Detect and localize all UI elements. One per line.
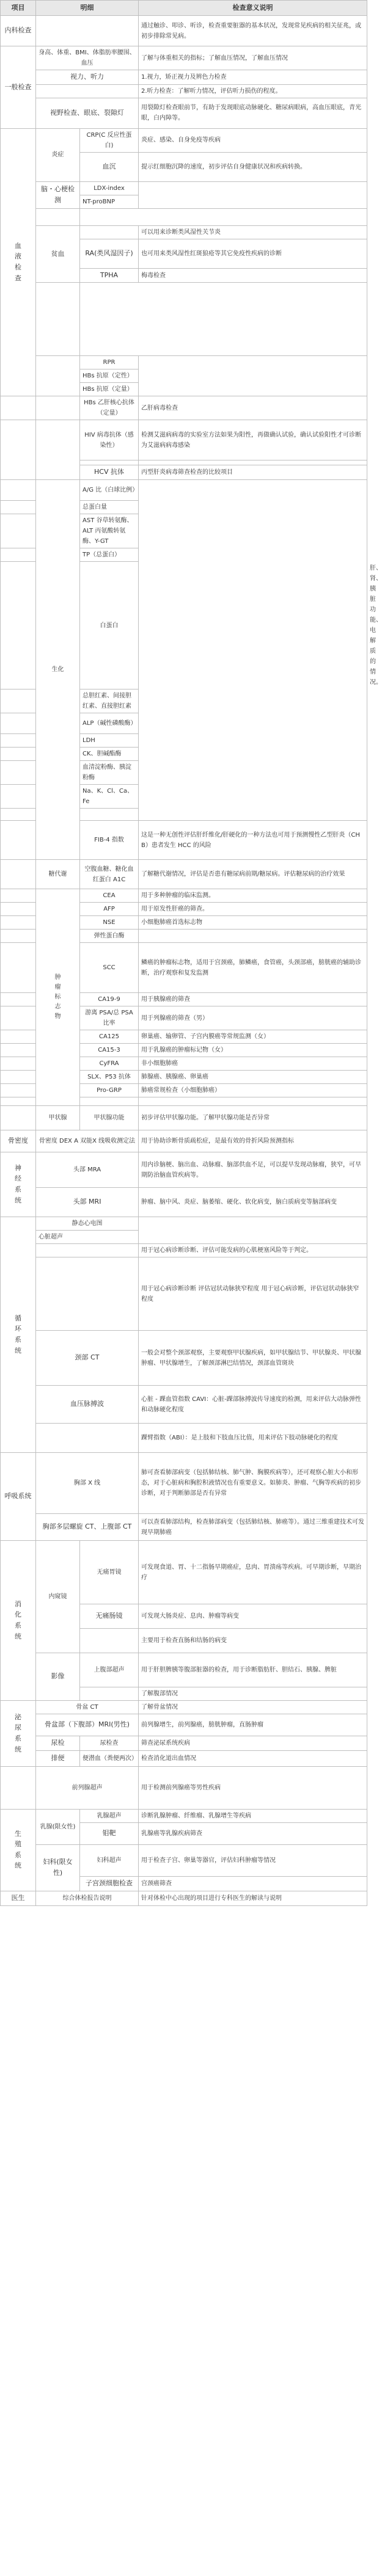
table-cell: SLX、P53 抗体 bbox=[80, 1071, 139, 1084]
table-cell bbox=[36, 396, 80, 420]
table-cell bbox=[36, 84, 139, 98]
table-row bbox=[1, 1130, 367, 1152]
table-cell: 卵巢癌、输卵管、子宫内膜癌等常规监测（女） bbox=[139, 1030, 367, 1044]
table-cell bbox=[36, 1424, 139, 1453]
table-cell: 头部 MRI bbox=[36, 1188, 139, 1217]
table-cell: 胸部多层螺旋 CT、上腹部 CT bbox=[36, 1514, 139, 1541]
table-cell: HBs 乙肝核心抗体（定量） bbox=[80, 396, 139, 420]
table-cell bbox=[1, 713, 36, 734]
table-cell: 无痛肠镜 bbox=[80, 1604, 139, 1629]
table-row bbox=[1, 1736, 367, 1751]
table-cell: 骨盆部（下腹部）MRI(男性) bbox=[36, 1714, 139, 1736]
table-cell bbox=[1, 903, 36, 916]
table-cell: 用于多种肿瘤的临床监测。 bbox=[139, 889, 367, 903]
table-row bbox=[1, 1244, 367, 1257]
table-cell: 非小细胞肺癌 bbox=[139, 1057, 367, 1071]
header-item: 项目 bbox=[1, 1, 36, 16]
table-row bbox=[1, 1653, 367, 1687]
table-cell: Na、K、Cl、Ca、Fe bbox=[80, 785, 139, 809]
table-cell: 通过触诊、叩诊、听诊，检查重要脏器的基本状况，发现常见疾病的相关征兆，或初步排除常见病。 bbox=[139, 16, 367, 46]
table-cell: 主要用于检查直肠和结肠的病变 bbox=[139, 1629, 367, 1653]
table-cell: 颈部 CT bbox=[36, 1331, 139, 1386]
table-row bbox=[1, 181, 367, 195]
table-cell: A/G 比（白球比例） bbox=[80, 480, 139, 501]
table-cell: 肺腺癌、胰腺癌、卵巢癌 bbox=[139, 1071, 367, 1084]
table-cell: HCV 抗体 bbox=[80, 465, 139, 480]
table-cell: FIB-4 指数 bbox=[80, 821, 139, 860]
table-cell: 弹性蛋白酶 bbox=[80, 930, 139, 943]
table-cell bbox=[1, 1030, 36, 1044]
table-cell bbox=[36, 1244, 139, 1257]
header-detail: 明细 bbox=[36, 1, 139, 16]
table-cell bbox=[1, 916, 36, 930]
table-cell: 了解骨盆情况 bbox=[139, 1701, 367, 1714]
table-cell: 肿瘤、脑中风、炎症、脑萎缩、硬化、软化病变，脑白质病变等脑部病变 bbox=[139, 1188, 367, 1217]
table-cell bbox=[80, 283, 367, 356]
table-cell: AFP bbox=[80, 903, 139, 916]
table-cell: 一般检查 bbox=[1, 46, 36, 129]
table-cell: 骨密度 DEX A 双能X 线吸收测定法 bbox=[36, 1130, 139, 1152]
table-cell bbox=[1, 860, 36, 889]
table-cell: 也可用来类风湿性红斑狼疮等其它免疫性疾病的诊断 bbox=[139, 239, 367, 268]
table-cell: 脑・心梗检测 bbox=[36, 181, 80, 208]
table-cell bbox=[1, 689, 36, 713]
table-cell: 乳腺癌等乳腺疾病筛查 bbox=[139, 1823, 367, 1845]
table-cell bbox=[80, 809, 139, 821]
table-cell bbox=[1, 548, 36, 562]
table-cell bbox=[1, 562, 36, 689]
table-cell: 用于检测前列腺癌等男性疾病 bbox=[139, 1767, 367, 1810]
table-cell: 头部 MRA bbox=[36, 1152, 139, 1188]
table-cell: 甲状腺 bbox=[36, 1106, 80, 1130]
table-cell bbox=[80, 1629, 139, 1653]
table-cell: 小细胞肺癌首选标志物 bbox=[139, 916, 367, 930]
table-cell: 诊断乳腺肿瘤、纤维瘤、乳腺增生等疾病 bbox=[139, 1810, 367, 1823]
table-row bbox=[1, 420, 367, 460]
table-cell: 1.视力，矫正视力及辨色力检查 bbox=[139, 70, 367, 85]
table-row bbox=[1, 225, 367, 239]
table-cell bbox=[1, 930, 36, 943]
table-cell: 可发现大肠炎症、息肉、肿瘤等病变 bbox=[139, 1604, 367, 1629]
table-row bbox=[1, 396, 367, 420]
table-cell: 心脏超声 bbox=[36, 1231, 139, 1244]
table-cell: 检测艾滋病病毒的实验室方法如果为阳性，再做确认试验，确认试验阳性才可诊断为艾滋病病毒感染 bbox=[139, 420, 367, 460]
table-cell bbox=[1, 1006, 36, 1030]
table-cell bbox=[36, 16, 139, 46]
table-cell: 肺可查看肺部病变（包括肺结核、肺气肿、胸膜疾病等），还可观察心脏大小和形态，对于心脏病和胸腔积液情况也有重要意义。如肺炎、肿瘤、气胸等疾病的初步诊断，对于判断肺部是否有异常 bbox=[139, 1453, 367, 1514]
table-row bbox=[1, 1541, 367, 1604]
table-cell: 可以查看肺部结构，检查肺部病变（包括肺结核、肺癌等）。通过三维重建技术可发现早期肺癌 bbox=[139, 1514, 367, 1541]
table-cell: CyFRA bbox=[80, 1057, 139, 1071]
table-cell: 宫颈癌筛查 bbox=[139, 1877, 367, 1891]
table-cell: 乙肝病毒检查 bbox=[139, 396, 367, 420]
table-cell: TPHA bbox=[80, 268, 139, 283]
table-row bbox=[1, 1701, 367, 1714]
table-cell: 2.听力检查：了解听力情况，评估听力损伤的程度。 bbox=[139, 84, 367, 98]
table-cell: 无痛胃镜 bbox=[80, 1541, 139, 1604]
table-cell: 视力、听力 bbox=[36, 70, 139, 85]
table-cell bbox=[1, 1810, 36, 1891]
table-cell bbox=[1, 748, 36, 761]
table-cell bbox=[1, 943, 36, 993]
table-row bbox=[1, 1152, 367, 1188]
table-cell bbox=[1, 1057, 36, 1071]
table-cell: TP（总蛋白） bbox=[80, 548, 139, 562]
header-description: 检查意义说明 bbox=[139, 1, 367, 16]
table-cell: 可发现食道、胃、十二指肠早期癌症，息肉、胃溃疡等疾病。可早期诊断，早期治疗 bbox=[139, 1541, 367, 1604]
table-cell bbox=[36, 889, 80, 1106]
vertical-label: 消化系统 bbox=[15, 1599, 21, 1640]
table-cell bbox=[1, 821, 36, 860]
table-cell: 梅毒检查 bbox=[139, 268, 367, 283]
table-cell bbox=[1, 1106, 36, 1130]
table-cell: 贫血 bbox=[36, 225, 80, 283]
table-row bbox=[1, 1845, 367, 1877]
table-cell: 血沉 bbox=[80, 152, 139, 181]
table-row bbox=[1, 1386, 367, 1424]
table-cell bbox=[80, 208, 367, 225]
table-cell: RPR bbox=[80, 356, 139, 369]
table-cell bbox=[36, 356, 80, 396]
table-cell: 静态心电图 bbox=[36, 1217, 139, 1231]
table-cell: Pro-GRP bbox=[80, 1084, 139, 1097]
table-cell: NT-proBNP bbox=[80, 195, 139, 208]
table-row bbox=[1, 1257, 367, 1331]
table-cell bbox=[1, 1217, 36, 1453]
table-cell: 心脏 - 踝血管指数 CAVI：心脏-踝部脉搏波传导速度的检测，用来评估大动脉弹性和动脉硬化程度 bbox=[139, 1386, 367, 1424]
table-cell bbox=[1, 734, 36, 748]
table-cell: HBs 抗原（定性） bbox=[80, 369, 139, 383]
table-cell: 初步评估甲状腺功能。了解甲状腺功能是否异常 bbox=[139, 1106, 367, 1130]
table-cell bbox=[139, 460, 367, 465]
table-cell: 提示红细胞沉降的速度，初步评估自身健康状况和疾病转换。 bbox=[139, 152, 367, 181]
table-cell: CA125 bbox=[80, 1030, 139, 1044]
table-cell bbox=[80, 460, 139, 465]
table-cell: 便潜血（粪便两次） bbox=[80, 1751, 139, 1767]
table-cell: 胸部 X 线 bbox=[36, 1453, 139, 1514]
table-cell: 用于列腺癌的筛查（男） bbox=[139, 1006, 367, 1030]
table-cell: 骨密度 bbox=[1, 1130, 36, 1152]
table-row bbox=[1, 208, 367, 225]
table-cell: 总蛋白量 bbox=[80, 501, 139, 514]
header-row bbox=[1, 1, 367, 16]
table-cell: LDH bbox=[80, 734, 139, 748]
table-cell: RA(类风湿因子) bbox=[80, 239, 139, 268]
table-cell bbox=[139, 480, 367, 821]
table-row bbox=[1, 128, 367, 152]
table-row bbox=[1, 1751, 367, 1767]
table-cell: CK、胆碱酯酶 bbox=[80, 748, 139, 761]
table-cell: 这是一种无创性评估肝纤维化/肝硬化的一种方法也可用于预测慢性乙型肝炎（CHB）患者发生 HCC 的风险 bbox=[139, 821, 367, 860]
table-cell bbox=[36, 283, 80, 356]
table-cell bbox=[1, 993, 36, 1006]
table-row bbox=[1, 860, 367, 889]
table-row bbox=[1, 1106, 367, 1130]
table-cell bbox=[1, 761, 36, 785]
table-cell bbox=[1, 1084, 36, 1097]
table-cell: 妇科(限女性) bbox=[36, 1845, 80, 1891]
table-cell: 一般会对整个颈部观察，主要观察甲状腺疾病，如甲状腺结节、甲状腺炎、甲状腺肿瘤、甲状腺增生，了解颈部淋巴结情况，颈部血管斑块 bbox=[139, 1331, 367, 1386]
table-cell: CEA bbox=[80, 889, 139, 903]
table-cell: 血清淀粉酶、胰淀粉酶 bbox=[80, 761, 139, 785]
table-cell bbox=[36, 1257, 139, 1331]
table-cell bbox=[80, 225, 139, 239]
table-cell: 用于原发性肝癌的筛查。 bbox=[139, 903, 367, 916]
table-cell: 前列腺超声 bbox=[36, 1767, 139, 1810]
table-cell bbox=[1, 1071, 36, 1084]
table-cell: 针对体检中心出现的项目进行专科医生的解读与说明 bbox=[139, 1891, 367, 1905]
table-cell: 甲状腺功能 bbox=[80, 1106, 139, 1130]
table-cell: CRP(C 反应性蛋白) bbox=[80, 128, 139, 152]
table-row bbox=[1, 1514, 367, 1541]
table-cell: 用内诊脑梗、脑出血、动脉瘤、脑部供血不足，可以提早发现动脉瘤，狭窄，可早期防治脑血管疾病等。 bbox=[139, 1152, 367, 1188]
table-cell bbox=[139, 1097, 367, 1106]
table-cell: 筛查泌尿系统疾病 bbox=[139, 1736, 367, 1751]
table-cell: 子宫颈细胞检查 bbox=[80, 1877, 139, 1891]
table-cell: NSE bbox=[80, 916, 139, 930]
vertical-label: 生殖系统 bbox=[15, 1829, 21, 1870]
table-row bbox=[1, 1453, 367, 1514]
table-row bbox=[1, 283, 367, 356]
table-cell bbox=[1, 1767, 36, 1810]
table-cell: 生化 bbox=[36, 480, 80, 860]
table-cell: 踝臂指数（ABI）：是上肢和下肢血压比值，用来评估下肢动脉硬化的程度 bbox=[139, 1424, 367, 1453]
table-cell: 空腹血糖、糖化血红蛋白 A1C bbox=[80, 860, 139, 889]
table-cell: 用裂隙灯检查眼前节，有助于发现眼底动脉硬化、糖尿病眼病，高血压眼底，青光眼，白内障等。 bbox=[139, 98, 367, 128]
table-cell: 用于冠心病诊断诊断 评估冠状动脉狭窄程度 用于冠心病诊断，评估冠状动脉狭窄程度 bbox=[139, 1257, 367, 1331]
table-row bbox=[1, 70, 367, 85]
table-cell bbox=[139, 356, 367, 396]
table-cell: 了解与体重相关的指标；了解血压情况，了解血压情况 bbox=[139, 46, 367, 70]
table-cell bbox=[36, 208, 80, 225]
table-row bbox=[1, 480, 367, 501]
table-row bbox=[1, 1714, 367, 1736]
table-cell: 总胆红素、间接胆红素、直接胆红素 bbox=[80, 689, 139, 713]
table-row bbox=[1, 46, 367, 70]
vertical-label: 肿瘤标志物 bbox=[54, 974, 61, 1021]
table-cell: 游离 PSA/总 PSA 比率 bbox=[80, 1006, 139, 1030]
table-cell bbox=[1, 889, 36, 903]
table-cell bbox=[139, 1217, 367, 1244]
table-cell bbox=[80, 1097, 139, 1106]
table-cell: 尿检查 bbox=[80, 1736, 139, 1751]
table-cell: 鳞癌的肿瘤标志物，适用于宫颈癌，肺鳞癌，食管癌，头颈部癌，膀胱癌的辅助诊断，治疗观察和复发监测 bbox=[139, 943, 367, 993]
table-cell: HIV 病毒抗体（感染性） bbox=[80, 420, 139, 460]
table-row bbox=[1, 1217, 367, 1231]
table-cell bbox=[1, 1152, 36, 1217]
table-row bbox=[1, 1331, 367, 1386]
table-cell: 糖代谢 bbox=[36, 860, 80, 889]
table-cell: 影像 bbox=[36, 1653, 80, 1701]
table-cell: 丙型肝炎病毒筛查检查的比较项目 bbox=[139, 465, 367, 480]
table-cell bbox=[1, 420, 36, 480]
table-cell bbox=[139, 930, 367, 943]
table-cell bbox=[1, 396, 36, 420]
table-cell: 呼吸系统 bbox=[1, 1453, 36, 1541]
table-cell: 骨盆 CT bbox=[36, 1701, 139, 1714]
table-cell bbox=[139, 181, 367, 208]
table-cell: ALP（碱性磷酸酶） bbox=[80, 713, 139, 734]
table-cell: CA19-9 bbox=[80, 993, 139, 1006]
table-cell: 用于冠心病诊断诊断、评估可能发病的心肌梗塞风险等于判定。 bbox=[139, 1244, 367, 1257]
vertical-label: 神经系统 bbox=[15, 1163, 21, 1204]
table-cell bbox=[80, 1687, 139, 1701]
table-cell: 钼靶 bbox=[80, 1823, 139, 1845]
table-row bbox=[1, 98, 367, 128]
table-row bbox=[1, 356, 367, 369]
table-row: 白蛋白 肝、肾、胰脏功能、电解质的情况。 bbox=[1, 562, 367, 689]
table-cell bbox=[36, 420, 80, 480]
table-cell: 炎症、感染、自身免疫等疾病 bbox=[139, 128, 367, 152]
table-row bbox=[1, 84, 367, 98]
table-cell: 医生 bbox=[1, 1891, 36, 1905]
table-cell bbox=[1, 785, 36, 809]
table-cell: 用于肝胆脾胰等腹部脏器的检查，用于诊断脂肪肝、胆结石、胰腺、脾脏 bbox=[139, 1653, 367, 1687]
table-cell: SCC bbox=[80, 943, 139, 993]
table-cell bbox=[1, 128, 36, 396]
vertical-label: 循环系统 bbox=[15, 1314, 21, 1355]
table-cell: 检查消化道出血情况 bbox=[139, 1751, 367, 1767]
table-cell bbox=[1, 514, 36, 548]
table-cell: 用于协助诊断骨质疏松症，是最有效的骨折风险预测指标 bbox=[139, 1130, 367, 1152]
table-cell: 肺癌常规检查（小细胞肺癌） bbox=[139, 1084, 367, 1097]
table-cell: 了解腹部情况 bbox=[139, 1687, 367, 1701]
table-cell: 尿检 bbox=[36, 1736, 80, 1751]
table-cell: 上腹部超声 bbox=[80, 1653, 139, 1687]
vertical-label: 泌尿系统 bbox=[15, 1712, 21, 1753]
table-cell bbox=[1, 1044, 36, 1057]
table-cell: 用于乳腺癌的肿瘤标记物（女） bbox=[139, 1044, 367, 1057]
table-cell bbox=[1, 809, 36, 821]
table-cell: 炎症 bbox=[36, 128, 80, 181]
table-body bbox=[1, 16, 382, 1906]
table-cell bbox=[1, 1097, 36, 1106]
table-cell: 白蛋白 bbox=[80, 562, 139, 689]
table-cell bbox=[1, 480, 36, 501]
table-cell: 内科检查 bbox=[1, 16, 36, 46]
table-cell: LDX-index bbox=[80, 181, 139, 195]
vertical-label: 血液检查 bbox=[15, 241, 21, 282]
table-cell: CA15-3 bbox=[80, 1044, 139, 1057]
table-cell: HBs 抗原（定量） bbox=[80, 383, 139, 396]
table-row bbox=[1, 1891, 367, 1905]
table-row bbox=[1, 1188, 367, 1217]
table-cell: 用于胰腺癌的筛查 bbox=[139, 993, 367, 1006]
table-cell: 内窥镜 bbox=[36, 1541, 80, 1653]
table-cell: 综合体检报告说明 bbox=[36, 1891, 139, 1905]
table-cell: 血压脉搏波 bbox=[36, 1386, 139, 1424]
table-cell: AST 谷草转氨酶、ALT 丙氨酸转氨酶、Y-GT bbox=[80, 514, 139, 548]
table-cell bbox=[1, 1541, 36, 1701]
table-cell: 可以用来诊断类风湿性关节炎 bbox=[139, 225, 367, 239]
table-cell: 排便 bbox=[36, 1751, 80, 1767]
table-cell: 了解糖代谢情况，评估是否患有糖尿病前期/糖尿病。评估糖尿病的治疗效果 bbox=[139, 860, 367, 889]
table-cell: 视野检查、眼底、裂隙灯 bbox=[36, 98, 139, 128]
table-cell: 乳腺超声 bbox=[80, 1810, 139, 1823]
table-row bbox=[1, 1767, 367, 1810]
table-cell: 身高、体重、BMI、体脂肪率腰围、血压 bbox=[36, 46, 139, 70]
table-row bbox=[1, 889, 367, 903]
table-row bbox=[1, 16, 367, 46]
table-cell bbox=[1, 1701, 36, 1767]
table-cell: 前列腺增生，前列腺癌，膀胱肿瘤，直肠肿瘤 bbox=[139, 1714, 367, 1736]
table-cell: 乳腺(限女性) bbox=[36, 1810, 80, 1845]
table-cell: 妇科超声 bbox=[80, 1845, 139, 1877]
table-row bbox=[1, 1424, 367, 1453]
table-cell: 用于检查子宫、卵巢等器官，评估妇科肿瘤等情况 bbox=[139, 1845, 367, 1877]
table-row bbox=[1, 1810, 367, 1823]
table-cell bbox=[1, 501, 36, 514]
